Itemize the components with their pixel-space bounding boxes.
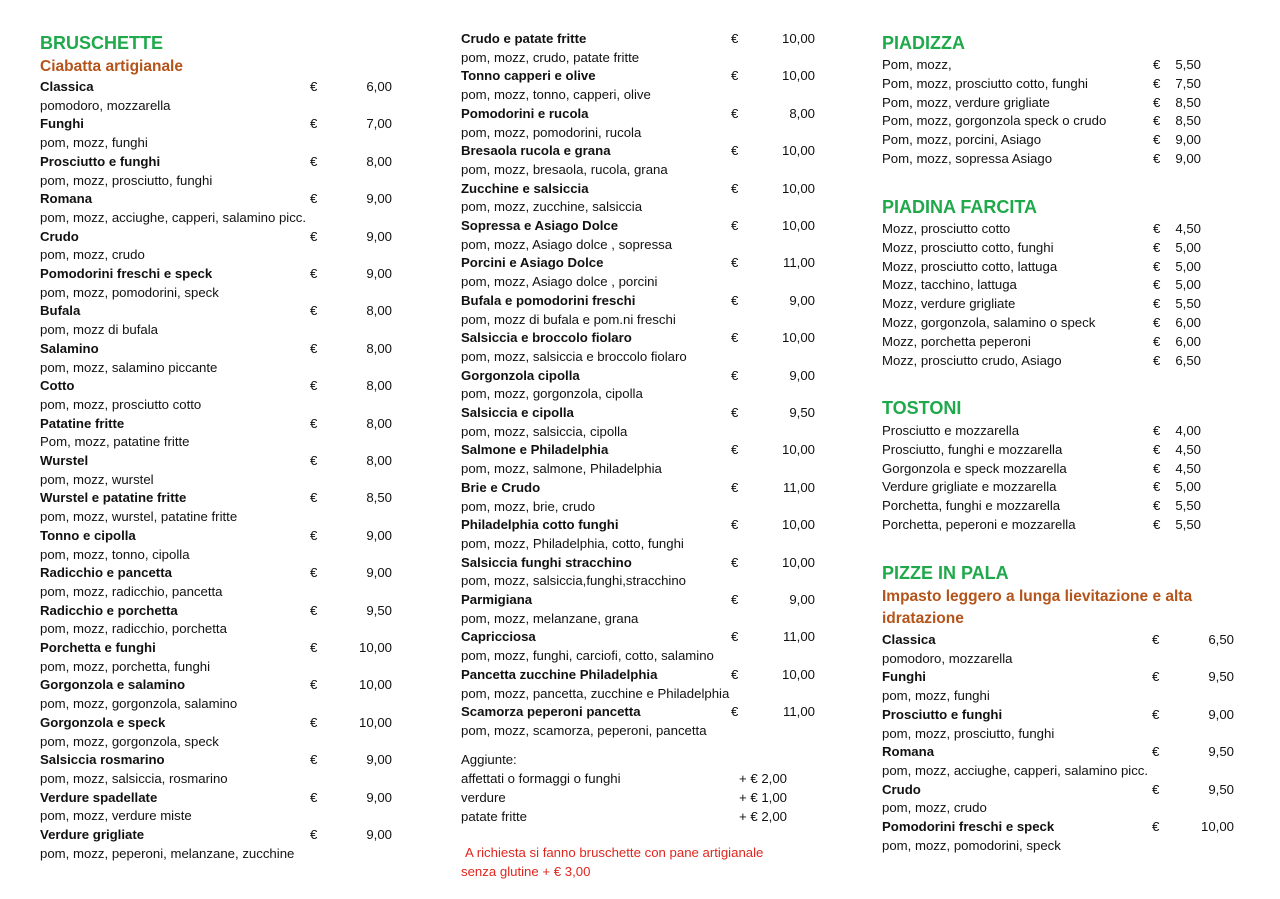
- item-description: Pom, mozz, patatine fritte: [40, 434, 190, 450]
- item-price: 4,50: [1175, 221, 1201, 236]
- item-description: pom, mozz, verdure miste: [40, 808, 192, 824]
- currency-symbol: €: [731, 255, 739, 271]
- item-price: 5,00: [1175, 479, 1201, 495]
- item-price: 8,00: [366, 415, 392, 431]
- item-price: 11,00: [782, 629, 815, 645]
- item-description: pom, mozz, acciughe, capperi, salamino picc.: [882, 762, 1149, 778]
- item-name: Pomodorini freschi e speck: [882, 819, 1055, 834]
- item-name: Funghi: [882, 669, 926, 685]
- pizze-subtitle-1: Impasto leggero a lunga lievitazione e alta: [882, 588, 1193, 605]
- piadizza-title: PIADIZZA: [882, 33, 965, 53]
- item-description: pom, mozz, salsiccia e broccolo fiolaro: [461, 348, 687, 364]
- pizze-title: PIZZE IN PALA: [882, 563, 1009, 583]
- item-description: pom, mozz, brie, crudo: [461, 498, 596, 514]
- item-price: 9,50: [366, 602, 392, 618]
- item-name: Sopressa e Asiago Dolce: [461, 218, 619, 233]
- item-description: pom, mozz, salamino piccante: [40, 359, 218, 375]
- item-label: Mozz, prosciutto crudo, Asiago: [882, 352, 1062, 368]
- currency-symbol: €: [1153, 258, 1161, 274]
- item-name: Gorgonzola cipolla: [461, 367, 580, 383]
- item-description: pomodoro, mozzarella: [40, 97, 171, 113]
- currency-symbol: €: [731, 666, 739, 682]
- item-price: 6,00: [1175, 333, 1201, 349]
- currency-symbol: €: [1153, 441, 1161, 457]
- item-label: Gorgonzola e speck mozzarella: [882, 460, 1067, 476]
- item-label: Prosciutto e mozzarella: [882, 423, 1020, 438]
- item-label: Verdure grigliate e mozzarella: [882, 479, 1057, 495]
- item-description: pom, mozz, Asiago dolce , sopressa: [461, 236, 673, 252]
- item-name: Romana: [882, 744, 935, 760]
- currency-symbol: €: [731, 629, 739, 645]
- item-name: Bufala: [40, 303, 81, 319]
- currency-symbol: €: [1153, 423, 1161, 438]
- item-price: 8,50: [1175, 113, 1201, 129]
- item-name: Crudo: [882, 781, 921, 797]
- item-description: pom, mozz, tonno, cipolla: [40, 546, 190, 562]
- item-description: pom, mozz, prosciutto, funghi: [40, 172, 213, 188]
- item-price: 6,50: [1208, 632, 1234, 647]
- item-name: Bufala e pomodorini freschi: [461, 292, 636, 308]
- currency-symbol: €: [1152, 819, 1160, 834]
- currency-symbol: €: [731, 180, 739, 196]
- currency-symbol: €: [310, 827, 318, 842]
- currency-symbol: €: [1152, 744, 1160, 760]
- item-price: 9,00: [366, 565, 392, 581]
- currency-symbol: €: [310, 677, 318, 693]
- item-price: 7,00: [366, 116, 392, 132]
- currency-symbol: €: [731, 105, 739, 121]
- item-price: 9,00: [366, 827, 392, 842]
- item-price: 9,50: [1208, 669, 1234, 685]
- item-name: Pomodorini e rucola: [461, 105, 589, 121]
- item-label: Porchetta, funghi e mozzarella: [882, 498, 1061, 514]
- item-price: 8,50: [366, 490, 392, 506]
- currency-symbol: €: [1153, 57, 1161, 72]
- currency-symbol: €: [310, 565, 318, 581]
- item-name: Wurstel: [40, 453, 89, 468]
- item-label: Mozz, prosciutto cotto, lattuga: [882, 258, 1058, 274]
- item-description: pom, mozz, pomodorini, speck: [40, 284, 219, 300]
- item-price: 5,50: [1175, 57, 1201, 72]
- item-price: 8,50: [1175, 94, 1201, 110]
- currency-symbol: €: [310, 602, 318, 618]
- item-description: pom, mozz di bufala e pom.ni freschi: [461, 311, 676, 327]
- currency-symbol: €: [310, 116, 318, 132]
- item-price: 5,00: [1175, 239, 1201, 255]
- item-name: Salsiccia e cipolla: [461, 405, 574, 420]
- currency-symbol: €: [731, 292, 739, 308]
- item-price: 6,00: [1175, 315, 1201, 330]
- item-name: Salamino: [40, 340, 99, 356]
- currency-symbol: €: [1153, 296, 1161, 312]
- item-price: 9,00: [366, 266, 392, 281]
- item-label: Mozz, prosciutto cotto, funghi: [882, 239, 1054, 255]
- item-name: Capricciosa: [461, 629, 536, 645]
- currency-symbol: €: [1153, 151, 1161, 166]
- item-label: Prosciutto, funghi e mozzarella: [882, 441, 1063, 457]
- tostoni-title: TOSTONI: [882, 398, 962, 418]
- item-price: 10,00: [358, 714, 392, 730]
- item-name: Porcini e Asiago Dolce: [461, 255, 604, 271]
- currency-symbol: €: [1153, 239, 1161, 255]
- item-label: Pom, mozz, verdure grigliate: [882, 94, 1050, 110]
- item-price: 8,00: [366, 340, 392, 356]
- item-description: pom, mozz, pancetta, zucchine e Philadelphia: [461, 685, 730, 701]
- item-name: Radicchio e pancetta: [40, 565, 172, 581]
- currency-symbol: €: [1153, 221, 1161, 236]
- currency-symbol: €: [1152, 669, 1160, 685]
- item-name: Funghi: [40, 116, 84, 132]
- currency-symbol: €: [731, 704, 739, 720]
- item-description: pom, mozz, peperoni, melanzane, zucchine: [40, 845, 295, 861]
- currency-symbol: €: [310, 266, 318, 281]
- item-name: Romana: [40, 191, 93, 207]
- item-name: Salsiccia funghi stracchino: [461, 554, 632, 570]
- item-name: Radicchio e porchetta: [40, 602, 178, 618]
- item-price: 8,00: [366, 378, 392, 394]
- item-description: pom, mozz, funghi: [882, 688, 990, 704]
- item-price: 9,00: [1208, 706, 1234, 722]
- currency-symbol: €: [1153, 94, 1161, 110]
- item-label: Mozz, prosciutto cotto: [882, 221, 1011, 236]
- item-name: Salmone e Philadelphia: [461, 442, 609, 458]
- item-description: pom, mozz, crudo, patate fritte: [461, 49, 640, 65]
- item-description: pom, mozz, wurstel, patatine fritte: [40, 509, 238, 525]
- currency-symbol: €: [310, 303, 318, 319]
- item-price: 5,50: [1175, 517, 1201, 532]
- item-price: 10,00: [781, 180, 815, 196]
- bruschette-subtitle: Ciabatta artigianale: [40, 58, 183, 75]
- item-price: 11,00: [782, 479, 815, 495]
- item-price: 9,00: [366, 789, 392, 805]
- gluten-free-price: senza glutine + € 3,00: [461, 864, 591, 879]
- currency-symbol: €: [310, 453, 318, 468]
- item-description: pom, mozz, Asiago dolce , porcini: [461, 274, 658, 290]
- item-description: pom, mozz, scamorza, peperoni, pancetta: [461, 722, 707, 738]
- item-price: 5,50: [1175, 498, 1201, 514]
- item-name: Philadelphia cotto funghi: [461, 517, 619, 533]
- item-description: pom, mozz, prosciutto cotto: [40, 396, 202, 412]
- currency-symbol: €: [310, 79, 318, 94]
- item-description: pom, mozz, gorgonzola, cipolla: [461, 386, 643, 402]
- item-name: Zucchine e salsiccia: [461, 180, 589, 196]
- currency-symbol: €: [1153, 479, 1161, 495]
- gluten-free-note: A richiesta si fanno bruschette con pane artigianale: [465, 845, 764, 860]
- item-description: pom, mozz, pomodorini, rucola: [461, 124, 642, 140]
- addon-label: patate fritte: [461, 809, 527, 824]
- item-label: Mozz, verdure grigliate: [882, 296, 1016, 312]
- currency-symbol: €: [310, 378, 318, 394]
- item-name: Prosciutto e funghi: [40, 153, 161, 169]
- item-description: pom, mozz, gorgonzola, speck: [40, 733, 219, 749]
- item-price: 9,50: [1208, 744, 1234, 760]
- currency-symbol: €: [1153, 517, 1161, 532]
- item-description: pom, mozz, salsiccia, cipolla: [461, 423, 628, 439]
- item-name: Scamorza peperoni pancetta: [461, 704, 641, 720]
- item-description: pom, mozz, acciughe, capperi, salamino picc.: [40, 209, 307, 225]
- aggiunte-title: Aggiunte:: [461, 752, 517, 767]
- currency-symbol: €: [1152, 632, 1160, 647]
- item-price: 10,00: [781, 554, 815, 570]
- item-description: pom, mozz, salmone, Philadelphia: [461, 461, 662, 477]
- item-description: pom, mozz, tonno, capperi, olive: [461, 87, 651, 103]
- item-price: 9,00: [789, 592, 815, 607]
- item-name: Pancetta zucchine Philadelphia: [461, 666, 658, 682]
- item-price: 7,50: [1175, 75, 1201, 91]
- item-name: Wurstel e patatine fritte: [40, 490, 187, 506]
- currency-symbol: €: [1153, 333, 1161, 349]
- item-price: 10,00: [781, 517, 815, 533]
- currency-symbol: €: [731, 592, 739, 607]
- item-price: 11,00: [782, 704, 815, 720]
- item-name: Gorgonzola e salamino: [40, 677, 186, 693]
- item-price: 10,00: [781, 666, 815, 682]
- item-price: 10,00: [781, 218, 815, 233]
- item-price: 11,00: [782, 255, 815, 271]
- item-label: Pom, mozz, prosciutto cotto, funghi: [882, 75, 1088, 91]
- item-price: 9,00: [366, 752, 392, 768]
- currency-symbol: €: [1153, 113, 1161, 129]
- currency-symbol: €: [731, 68, 739, 84]
- bruschette-title: BRUSCHETTE: [40, 33, 164, 53]
- item-description: pom, mozz, salsiccia, rosmarino: [40, 770, 228, 786]
- item-name: Verdure grigliate: [40, 827, 145, 842]
- addon-label: affettati o formaggi o funghi: [461, 771, 621, 786]
- currency-symbol: €: [310, 153, 318, 169]
- item-name: Parmigiana: [461, 592, 533, 607]
- currency-symbol: €: [310, 340, 318, 356]
- item-label: Pom, mozz, gorgonzola speck o crudo: [882, 113, 1107, 129]
- currency-symbol: €: [310, 490, 318, 506]
- item-description: pom, mozz, radicchio, porchetta: [40, 621, 227, 637]
- item-name: Tonno capperi e olive: [461, 68, 596, 84]
- item-price: 9,00: [789, 292, 815, 308]
- item-price: 5,00: [1175, 277, 1201, 293]
- item-description: pom, mozz, radicchio, pancetta: [40, 583, 223, 599]
- currency-symbol: €: [1153, 352, 1161, 368]
- item-description: pom, mozz, funghi, carciofi, cotto, salamino: [461, 648, 714, 664]
- item-label: Pom, mozz, sopressa Asiago: [882, 151, 1053, 166]
- item-description: pom, mozz, pomodorini, speck: [882, 837, 1061, 853]
- item-description: pom, mozz, crudo: [882, 800, 987, 816]
- item-label: Mozz, porchetta peperoni: [882, 333, 1031, 349]
- currency-symbol: €: [310, 228, 318, 244]
- item-description: pom, mozz di bufala: [40, 322, 159, 338]
- currency-symbol: €: [731, 479, 739, 495]
- currency-symbol: €: [310, 789, 318, 805]
- item-description: pom, mozz, porchetta, funghi: [40, 658, 211, 674]
- currency-symbol: €: [1152, 781, 1160, 797]
- item-price: 8,00: [789, 105, 815, 121]
- item-name: Tonno e cipolla: [40, 527, 136, 543]
- item-name: Classica: [40, 79, 94, 94]
- item-price: 10,00: [358, 640, 392, 655]
- item-price: 8,00: [366, 303, 392, 319]
- item-description: pom, mozz, bresaola, rucola, grana: [461, 161, 668, 177]
- item-label: Mozz, gorgonzola, salamino o speck: [882, 315, 1096, 330]
- item-price: 9,00: [789, 367, 815, 383]
- item-description: pom, mozz, prosciutto, funghi: [882, 725, 1055, 741]
- item-name: Bresaola rucola e grana: [461, 143, 611, 159]
- currency-symbol: €: [310, 752, 318, 768]
- item-name: Classica: [882, 632, 936, 647]
- pizze-subtitle-2: idratazione: [882, 610, 964, 627]
- item-name: Pomodorini freschi e speck: [40, 266, 213, 281]
- item-price: 9,50: [789, 405, 815, 420]
- currency-symbol: €: [731, 517, 739, 533]
- currency-symbol: €: [731, 143, 739, 159]
- currency-symbol: €: [731, 405, 739, 420]
- item-price: 10,00: [781, 31, 815, 46]
- currency-symbol: €: [1152, 706, 1160, 722]
- currency-symbol: €: [1153, 460, 1161, 476]
- item-description: pom, mozz, melanzane, grana: [461, 610, 639, 626]
- item-name: Brie e Crudo: [461, 479, 541, 495]
- item-description: pom, mozz, wurstel: [40, 471, 154, 487]
- currency-symbol: €: [310, 714, 318, 730]
- currency-symbol: €: [310, 527, 318, 543]
- item-price: 10,00: [781, 143, 815, 159]
- item-description: pom, mozz, crudo: [40, 247, 145, 263]
- currency-symbol: €: [1153, 277, 1161, 293]
- item-price: 9,00: [1175, 151, 1201, 166]
- item-price: 9,00: [366, 527, 392, 543]
- addon-price: + € 2,00: [738, 809, 787, 824]
- item-price: 10,00: [1200, 819, 1234, 834]
- currency-symbol: €: [310, 640, 318, 655]
- currency-symbol: €: [1153, 315, 1161, 330]
- item-label: Porchetta, peperoni e mozzarella: [882, 517, 1076, 532]
- item-price: 5,50: [1175, 296, 1201, 312]
- currency-symbol: €: [731, 367, 739, 383]
- item-price: 8,00: [366, 153, 392, 169]
- item-name: Prosciutto e funghi: [882, 706, 1003, 722]
- item-name: Salsiccia e broccolo fiolaro: [461, 330, 632, 346]
- item-description: pom, mozz, funghi: [40, 135, 148, 151]
- currency-symbol: €: [310, 191, 318, 207]
- item-description: pomodoro, mozzarella: [882, 650, 1013, 666]
- item-description: pom, mozz, Philadelphia, cotto, funghi: [461, 535, 684, 551]
- item-price: 4,00: [1175, 423, 1201, 438]
- item-price: 5,00: [1175, 258, 1201, 274]
- item-name: Cotto: [40, 378, 75, 394]
- currency-symbol: €: [310, 415, 318, 431]
- item-label: Pom, mozz, porcini, Asiago: [882, 132, 1042, 148]
- item-name: Crudo e patate fritte: [461, 31, 587, 46]
- item-name: Patatine fritte: [40, 415, 125, 431]
- item-price: 9,00: [366, 228, 392, 244]
- item-price: 4,50: [1175, 441, 1201, 457]
- addon-price: + € 1,00: [738, 790, 787, 805]
- item-name: Porchetta e funghi: [40, 640, 156, 655]
- item-label: Mozz, tacchino, lattuga: [882, 277, 1017, 293]
- item-name: Crudo: [40, 228, 79, 244]
- currency-symbol: €: [731, 442, 739, 458]
- addon-label: verdure: [461, 790, 506, 805]
- currency-symbol: €: [731, 31, 739, 46]
- currency-symbol: €: [731, 330, 739, 346]
- item-price: 8,00: [366, 453, 392, 468]
- item-label: Pom, mozz,: [882, 57, 952, 72]
- currency-symbol: €: [731, 218, 739, 233]
- addon-price: + € 2,00: [738, 771, 787, 786]
- item-name: Gorgonzola e speck: [40, 714, 166, 730]
- item-name: Verdure spadellate: [40, 789, 158, 805]
- currency-symbol: €: [731, 554, 739, 570]
- item-price: 10,00: [781, 442, 815, 458]
- item-price: 6,50: [1175, 352, 1201, 368]
- item-price: 10,00: [358, 677, 392, 693]
- item-name: Salsiccia rosmarino: [40, 752, 165, 768]
- item-description: pom, mozz, salsiccia,funghi,stracchino: [461, 573, 687, 589]
- item-price: 10,00: [781, 68, 815, 84]
- piadina-title: PIADINA FARCITA: [882, 197, 1037, 217]
- currency-symbol: €: [1153, 132, 1161, 148]
- item-price: 10,00: [781, 330, 815, 346]
- currency-symbol: €: [1153, 498, 1161, 514]
- item-price: 6,00: [366, 79, 392, 94]
- item-price: 9,00: [1175, 132, 1201, 148]
- item-description: pom, mozz, zucchine, salsiccia: [461, 199, 643, 215]
- currency-symbol: €: [1153, 75, 1161, 91]
- item-price: 4,50: [1175, 460, 1201, 476]
- item-description: pom, mozz, gorgonzola, salamino: [40, 696, 238, 712]
- item-price: 9,50: [1208, 781, 1234, 797]
- item-price: 9,00: [366, 191, 392, 207]
